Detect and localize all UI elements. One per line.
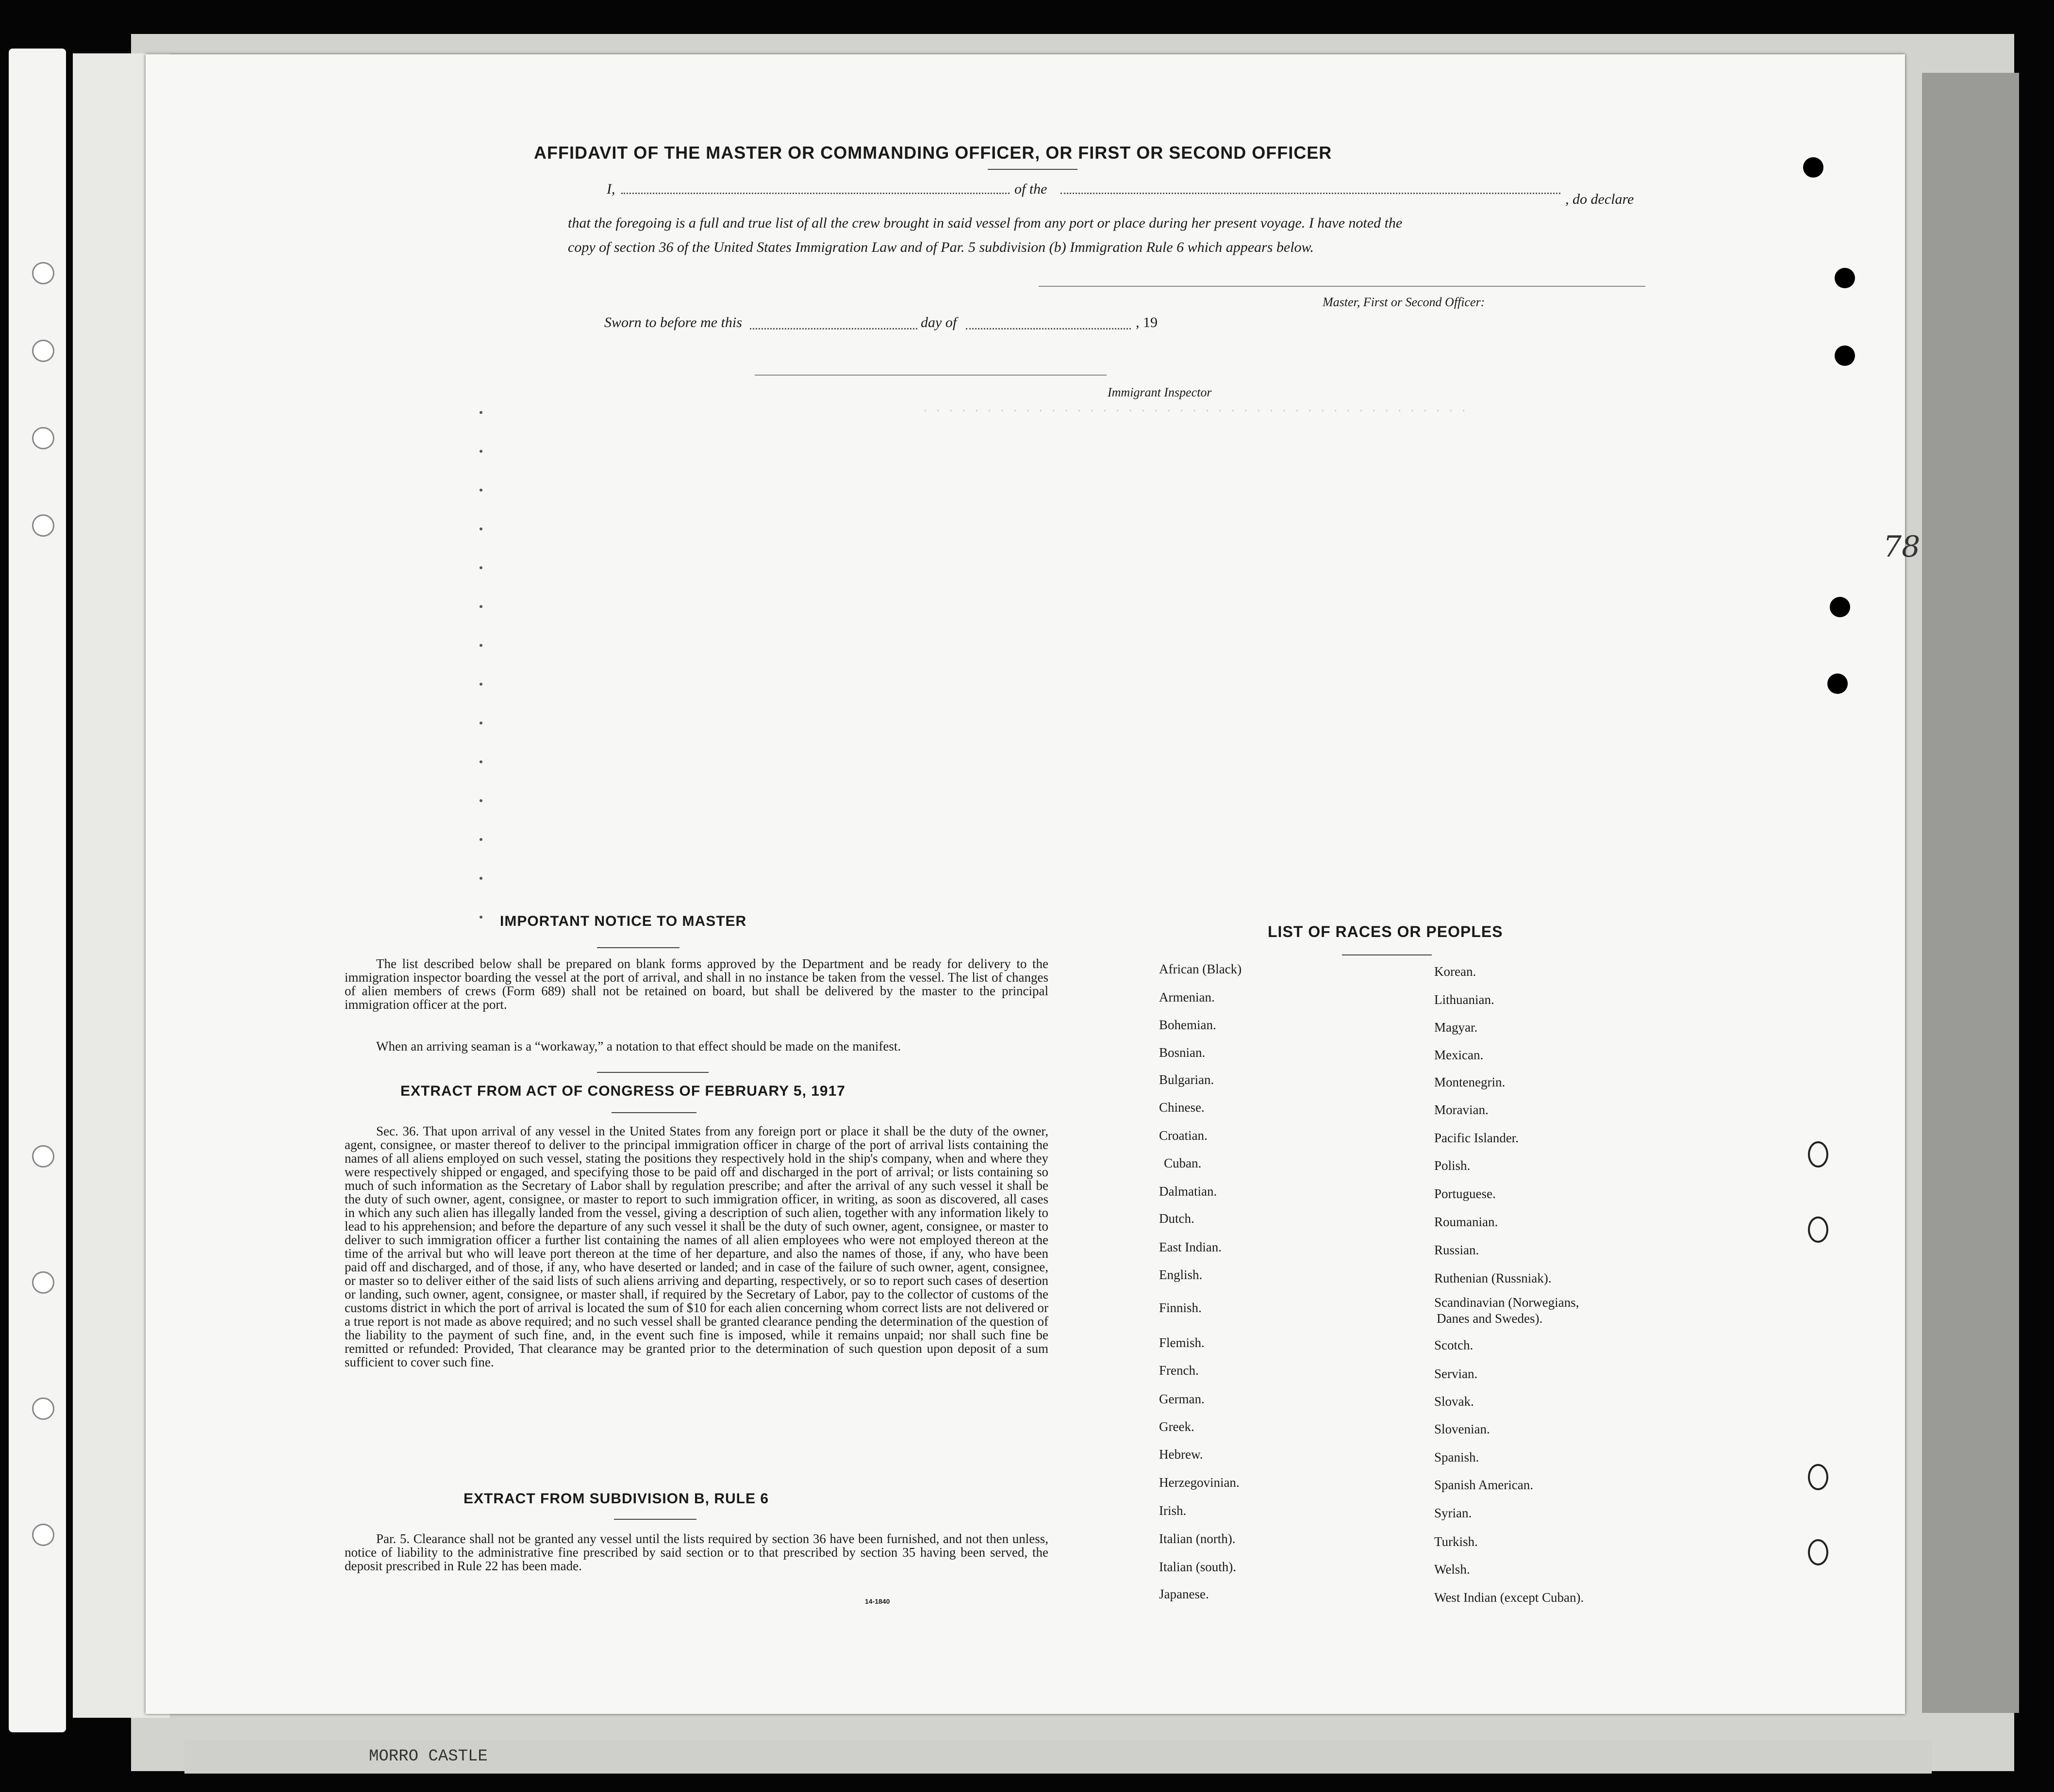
punch-hole-icon [1835,268,1855,288]
margin-tick [480,722,482,724]
margin-tick [480,877,482,880]
punch-hole-icon [1830,597,1850,617]
margin-tick [480,527,482,530]
race-item: Cuban. [1164,1156,1202,1170]
race-item: Polish. [1434,1158,1471,1173]
race-item: Greek. [1159,1419,1194,1434]
race-item: Dalmatian. [1159,1184,1217,1199]
handwritten-mark: 78 [1883,530,1921,564]
race-item: Korean. [1434,964,1476,979]
punch-hole-icon [1827,674,1848,694]
rule-extract-title: EXTRACT FROM SUBDIVISION B, RULE 6 [464,1491,769,1507]
race-item: Japanese. [1159,1587,1209,1601]
race-item: Pacific Islander. [1434,1131,1519,1145]
left-binder-strip [9,49,66,1732]
form-number: 14-1840 [865,1597,890,1605]
race-item: Italian (north). [1159,1531,1236,1546]
race-item: Hebrew. [1159,1447,1203,1462]
notice-title: IMPORTANT NOTICE TO MASTER [500,913,747,929]
manifest-page [146,54,1921,1714]
race-item: Finnish. [1159,1300,1202,1315]
race-item: Croatian. [1159,1128,1208,1143]
race-item: Flemish. [1159,1335,1205,1350]
race-item: Dutch. [1159,1211,1194,1226]
inspector-signature-line[interactable] [755,375,1107,376]
master-signature-line[interactable] [1039,286,1645,287]
race-item: Ruthenian (Russniak). [1434,1271,1552,1285]
year-label: , 19 [1136,314,1158,330]
race-item: Welsh. [1434,1562,1470,1577]
race-item: Magyar. [1434,1020,1478,1035]
race-item: Mexican. [1434,1048,1484,1062]
race-item: Slovak. [1434,1394,1474,1409]
race-item: Turkish. [1434,1534,1478,1549]
notice-paragraph-1: The list described below shall be prepared on blank forms approved by the Department and be ready for delivery to the immigration inspector boarding the vessel at the port of arrival, and shall in no instance be taken from the vessel. The list of changes of alien members of crews (Form 689) shall not be retained on board, but shall be delivered by the master to the principal immigration officer at the port. [345,956,1048,1012]
affidavit-line-3: copy of section 36 of the United States Immigration Law and of Par. 5 subdivision (b) Immigration Rule 6 which appears below. [568,239,1314,255]
rule-extract-text: Par. 5. Clearance shall not be granted any vessel until the lists required by section 36 have been furnished, and not then unless, notice of liability to the administrative fine prescribed by said section or to that prescribed by section 35 having been served, the deposit prescribed in Rule 22 has been made. [345,1531,1048,1573]
margin-tick [480,799,482,802]
race-item: Roumanian. [1434,1215,1498,1229]
notice-paragraph-2: When an arriving seaman is a “workaway,” a notation to that effect should be made on the manifest. [376,1039,901,1053]
binder-ring-icon [32,427,54,449]
race-item: Moravian. [1434,1102,1489,1117]
affidavit-do-declare: , do declare [1565,191,1634,207]
race-item: Russian. [1434,1243,1479,1257]
ring-hole-icon [1808,1464,1828,1490]
race-item: Irish. [1159,1503,1187,1518]
race-item: German. [1159,1392,1205,1406]
margin-tick [480,450,482,453]
name-fill-line[interactable] [621,193,1010,194]
race-item: Bohemian. [1159,1018,1216,1032]
binder-ring-icon [32,1145,54,1167]
race-item: Danes and Swedes). [1437,1311,1543,1326]
sworn-day-fill-line[interactable] [750,328,917,329]
ring-hole-icon [1808,1539,1828,1565]
bleed-through-text: . . . . . . . . . . . . . . . . . . . . . . . . . . . . . . . . . . . . . . . . . . . [922,403,1467,415]
right-underlying-sheet [1922,73,2019,1713]
act-extract-title: EXTRACT FROM ACT OF CONGRESS OF FEBRUARY 5, 1917 [400,1083,845,1099]
master-signature-caption: Master, First or Second Officer: [1323,295,1485,309]
margin-tick [480,683,482,686]
races-title: LIST OF RACES OR PEOPLES [1268,923,1503,940]
ring-hole-icon [1808,1217,1828,1243]
rule-extract-underline [614,1519,696,1520]
margin-tick [480,605,482,608]
ring-hole-icon [1808,1141,1828,1167]
race-item: Italian (south). [1159,1560,1236,1574]
race-item: Armenian. [1159,990,1215,1004]
race-item: Montenegrin. [1434,1075,1506,1089]
race-item: Portuguese. [1434,1186,1496,1201]
race-item: Herzegovinian. [1159,1475,1240,1490]
punch-hole-icon [1803,157,1823,178]
section-divider [597,1072,709,1073]
day-of-label: day of [921,314,957,330]
margin-tick [480,916,482,919]
act-extract-text: Sec. 36. That upon arrival of any vessel in the United States from any foreign port or place it shall be the duty of the owner, agent, consignee, or master thereof to deliver to the principal immigration officer in charge of the port of arrival lists containing the names of all aliens employed on such vessel, stating the positions they respectively hold in the ship's company, when and where they were respectively shipped or engaged, and specifying those to be paid off and discharged in the port of arrival; or lists containing so much of such information as the Secretary of Labor shall by regulation prescribe; and after the arrival of any such vessel it shall be the duty of such owner, agent, consignee, or master to report to such immigration officer, in writing, as soon as discovered, all cases in which any such alien has illegally landed from the vessel, giving a description of such alien, together with any information likely to lead to his apprehension; and before the departure of any such vessel it shall be the duty of such owner, agent, consignee, or master to deliver to such immigration officer a further list containing the names of all alien employees who were not employed thereon at the time of the arrival but who will leave port thereon at the time of her departure, and also the names of those, if any, who have been paid off and discharged, and of those, if any, who have deserted or landed; and in case of the failure of such owner, agent, consignee, or master so to deliver either of the said lists of such aliens arriving and departing, respectively, or so to report such cases of desertion or landing, such owner, agent, consignee, or master shall, if required by the Secretary of Labor, pay to the collector of customs of the customs district in which the port of arrival is located the sum of $10 for each alien concerning whom correct lists are not delivered or a true report is not made as above required; and no such vessel shall be granted clearance pending the determination of the question of the liability to the payment of such fine, and, in the event such fine is imposed, while it remains unpaid; nor shall such fine be remitted or refunded: Provided, That clearance may be granted prior to the determination of such question upon deposit of a sum sufficient to cover such fine. [345,1124,1048,1369]
binder-ring-icon [32,514,54,537]
race-item: African (Black) [1159,962,1242,976]
bottom-underlying-strip [184,1740,1932,1774]
race-item: Chinese. [1159,1100,1205,1115]
race-item: Servian. [1434,1366,1478,1381]
race-item: Bulgarian. [1159,1072,1214,1087]
sworn-label: Sworn to before me this [604,314,742,330]
binder-ring-icon [32,1524,54,1546]
act-extract-underline [612,1112,696,1113]
race-item: Bosnian. [1159,1045,1206,1060]
affidavit-of-the-label: of the [1014,181,1047,197]
affidavit-title: AFFIDAVIT OF THE MASTER OR COMMANDING OFFICER, OR FIRST OR SECOND OFFICER [534,143,1332,163]
race-item: Scandinavian (Norwegians, [1434,1295,1579,1310]
binder-ring-icon [32,1271,54,1294]
inspector-signature-caption: Immigrant Inspector [1108,385,1212,399]
race-item: French. [1159,1363,1199,1378]
race-item: English. [1159,1267,1203,1282]
sworn-month-fill-line[interactable] [966,328,1131,329]
race-item: Spanish. [1434,1450,1479,1464]
margin-tick [480,838,482,841]
bottom-strip-text: MORRO CASTLE [369,1747,488,1766]
title-underline [988,169,1077,170]
binder-ring-icon [32,262,54,284]
punch-hole-icon [1835,345,1855,366]
race-item: East Indian. [1159,1240,1222,1254]
race-item: Lithuanian. [1434,992,1494,1007]
affidavit-line-2: that the foregoing is a full and true list of all the crew brought in said vessel from any port or place during her present voyage. I have noted the [568,215,1403,231]
race-item: Slovenian. [1434,1422,1490,1436]
races-underline [1342,954,1432,955]
margin-tick [480,411,482,414]
margin-tick [480,489,482,492]
binder-ring-icon [32,1397,54,1420]
margin-tick [480,566,482,569]
race-item: Spanish American. [1434,1478,1533,1492]
race-item: Syrian. [1434,1506,1472,1520]
race-item: West Indian (except Cuban). [1434,1590,1584,1605]
affidavit-i-label: I, [607,181,615,197]
margin-tick [480,644,482,647]
vessel-fill-line[interactable] [1060,193,1560,194]
margin-tick [480,760,482,763]
binder-ring-icon [32,340,54,362]
race-item: Scotch. [1434,1338,1474,1352]
notice-underline [597,947,679,948]
